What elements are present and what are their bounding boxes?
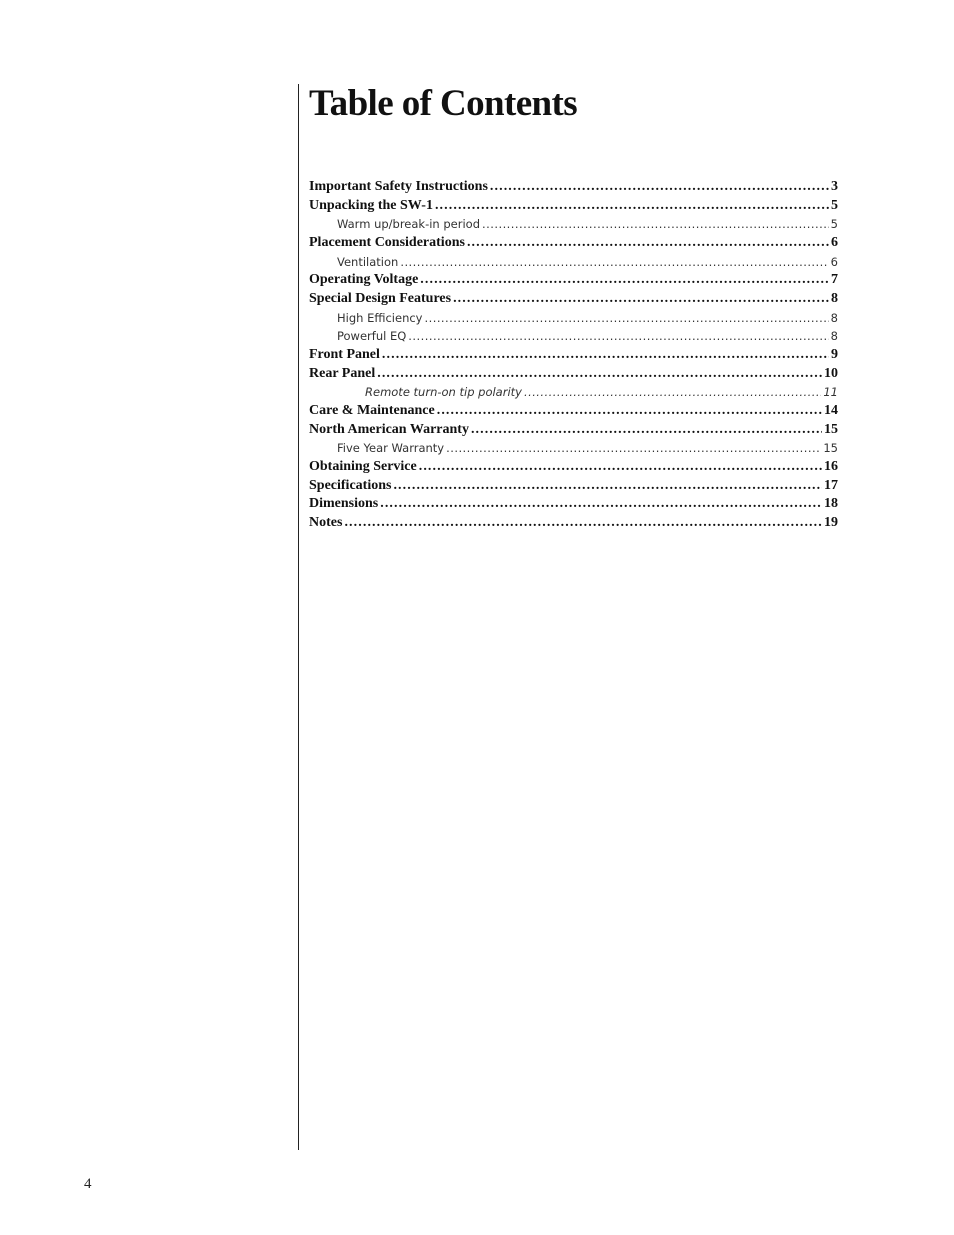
dot-leader bbox=[453, 290, 829, 309]
toc-entry-label: Unpacking the SW-1 bbox=[309, 197, 433, 213]
toc-entry[interactable] bbox=[309, 439, 838, 458]
toc-entry-label: Special Design Features bbox=[309, 290, 452, 306]
toc-entry[interactable] bbox=[309, 477, 838, 496]
toc-entry-page: 10 bbox=[824, 365, 838, 381]
toc-entry[interactable] bbox=[309, 253, 838, 272]
dot-leader bbox=[382, 346, 829, 365]
toc-entry[interactable] bbox=[309, 458, 838, 477]
toc-entry-page: 7 bbox=[831, 272, 838, 288]
toc-entry-label: Dimensions bbox=[309, 496, 379, 512]
toc-entry[interactable] bbox=[309, 327, 838, 346]
toc-entry-page: 16 bbox=[824, 459, 838, 475]
dot-leader bbox=[400, 253, 828, 272]
dot-leader bbox=[408, 327, 828, 346]
dot-leader bbox=[471, 421, 822, 440]
toc-entry[interactable] bbox=[309, 178, 838, 197]
toc-entry[interactable] bbox=[309, 514, 838, 533]
toc-entry-label: Remote turn-on tip polarity bbox=[365, 385, 522, 400]
toc-entry-label: High Efficiency bbox=[337, 310, 423, 325]
toc-entry-label: Ventilation bbox=[337, 254, 399, 269]
toc-entry-page: 11 bbox=[823, 385, 838, 400]
vertical-margin-rule bbox=[298, 84, 299, 1150]
toc-entry-page: 9 bbox=[831, 347, 838, 363]
toc-entry-page: 15 bbox=[824, 421, 838, 437]
toc-entry[interactable] bbox=[309, 234, 838, 253]
toc-entry[interactable] bbox=[309, 309, 838, 328]
dot-leader bbox=[467, 234, 829, 253]
toc-entry-label: Front Panel bbox=[309, 347, 380, 363]
toc-entry-label: Care & Maintenance bbox=[309, 403, 435, 419]
toc-entry-label: Rear Panel bbox=[309, 365, 376, 381]
dot-leader bbox=[490, 178, 829, 197]
toc-entry-page: 5 bbox=[830, 217, 838, 232]
toc-entry-label: Notes bbox=[309, 514, 343, 530]
dot-leader bbox=[420, 271, 829, 290]
table-of-contents bbox=[309, 178, 838, 533]
dot-leader bbox=[344, 514, 822, 533]
toc-entry-page: 8 bbox=[830, 310, 838, 325]
toc-entry-page: 8 bbox=[830, 329, 838, 344]
toc-entry-label: Specifications bbox=[309, 477, 392, 493]
toc-entry[interactable] bbox=[309, 346, 838, 365]
dot-leader bbox=[437, 402, 822, 421]
dot-leader bbox=[377, 365, 822, 384]
toc-entry[interactable] bbox=[309, 383, 838, 402]
toc-entry-page: 3 bbox=[831, 179, 838, 194]
page-title: Table of Contents bbox=[309, 83, 578, 124]
toc-entry-label: Important Safety Instructions bbox=[309, 179, 488, 194]
toc-entry[interactable] bbox=[309, 365, 838, 384]
toc-entry[interactable] bbox=[309, 402, 838, 421]
toc-entry[interactable] bbox=[309, 495, 838, 514]
toc-entry-label: Obtaining Service bbox=[309, 459, 417, 475]
toc-entry[interactable] bbox=[309, 421, 838, 440]
dot-leader bbox=[524, 383, 821, 402]
dot-leader bbox=[419, 458, 822, 477]
toc-entry-label: Placement Considerations bbox=[309, 234, 465, 250]
toc-entry-label: Warm up/break-in period bbox=[337, 217, 481, 232]
dot-leader bbox=[482, 215, 829, 234]
dot-leader bbox=[446, 439, 821, 458]
toc-entry-page: 18 bbox=[824, 496, 838, 512]
dot-leader bbox=[380, 495, 822, 514]
toc-entry-page: 15 bbox=[823, 441, 838, 456]
dot-leader bbox=[393, 477, 822, 496]
toc-entry-label: Powerful EQ bbox=[337, 329, 407, 344]
toc-entry[interactable] bbox=[309, 215, 838, 234]
toc-entry-page: 19 bbox=[824, 514, 838, 530]
toc-entry-page: 6 bbox=[830, 254, 838, 269]
toc-entry-page: 6 bbox=[831, 234, 838, 250]
toc-entry-label: North American Warranty bbox=[309, 421, 469, 437]
toc-entry-label: Five Year Warranty bbox=[337, 441, 445, 456]
dot-leader bbox=[435, 197, 829, 216]
toc-entry-page: 17 bbox=[824, 477, 838, 493]
page-number: 4 bbox=[84, 1176, 92, 1192]
dot-leader bbox=[424, 309, 828, 328]
toc-entry-label: Operating Voltage bbox=[309, 272, 419, 288]
toc-entry-page: 14 bbox=[824, 403, 838, 419]
toc-entry-page: 8 bbox=[831, 290, 838, 306]
toc-entry[interactable] bbox=[309, 290, 838, 309]
toc-entry[interactable] bbox=[309, 271, 838, 290]
toc-entry-page: 5 bbox=[831, 197, 838, 213]
toc-entry[interactable] bbox=[309, 197, 838, 216]
